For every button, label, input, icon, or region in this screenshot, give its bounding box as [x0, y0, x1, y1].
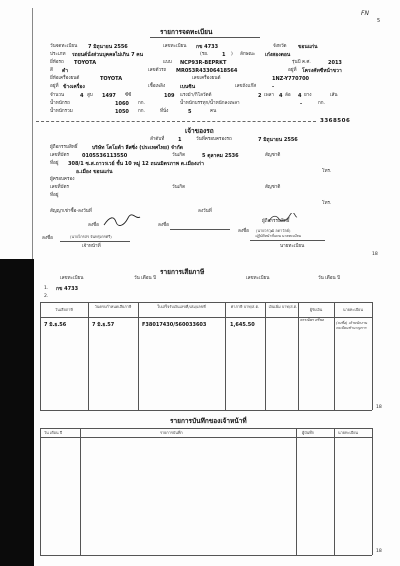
registrar-name: (นายวรวุฒิ ลดาวัลย์)	[256, 228, 291, 233]
log-col-line	[80, 428, 81, 555]
value-wheel: 4	[279, 93, 283, 99]
log-header-recorder: ผู้บันทึก	[302, 430, 315, 435]
tax-col-line	[372, 302, 373, 410]
tax-label-plate: เลขทะเบียน	[60, 276, 84, 281]
label-sign-mid: ลงชื่อ	[158, 223, 169, 228]
registration-title: รายการจดทะเบียน	[160, 28, 213, 36]
label-owner-date: วันที่ครอบครองรถ	[196, 137, 232, 142]
value-model: NCP93R-BEPRKT	[180, 60, 227, 66]
label-birth-2: วันเกิด	[172, 185, 186, 190]
value-address-2: อ.เมือง ขอนแก่น	[76, 169, 113, 175]
unit-seats: คน	[210, 109, 217, 114]
label-wheel: ล้อ	[285, 93, 291, 98]
tax-table-top	[40, 302, 372, 303]
label-color: สี	[50, 68, 53, 73]
label-model: แบบ	[163, 60, 172, 65]
value-engine-loc: ข้างเครื่อง	[63, 84, 85, 90]
value-total-weight: 1050	[115, 109, 129, 115]
log-header-registrar: นายทะเบียน	[338, 430, 359, 435]
label-seats: ที่นั่ง	[160, 109, 169, 114]
label-order: ลำดับที่	[150, 137, 165, 142]
label-hire-date: ลงวันที่	[198, 209, 212, 214]
unit-load: กก.	[318, 101, 326, 106]
value-cc: 1497	[102, 93, 116, 99]
tax-col-line	[225, 302, 226, 410]
value-birth: 5 ตุลาคม 2536	[202, 153, 239, 159]
label-chassis-loc: อยู่ที่	[288, 68, 297, 73]
tax-header-receiver: ผู้รับเงิน	[309, 307, 323, 312]
label-axle: เพลา	[264, 93, 274, 98]
tax-col-line	[88, 302, 89, 410]
tax-col-line	[40, 302, 41, 410]
unit-weight: กก.	[138, 101, 146, 106]
tax-title: รายการเสียภาษี	[160, 268, 205, 276]
tax-entry-plate: กข 4733	[56, 286, 79, 292]
tax-col-line	[138, 302, 139, 410]
value-axle: 2	[258, 93, 262, 99]
owner-page-number: 18	[372, 252, 378, 257]
label-chassis: เลขตัวรถ	[148, 68, 167, 73]
label-id: เลขที่บัตร	[50, 153, 69, 158]
tax-receipt-no: F38017430/560033603	[142, 322, 207, 328]
label-gas: เลขถังแก๊ส	[235, 84, 257, 89]
label-engine-brand: ยี่ห้อเครื่องยนต์	[50, 76, 80, 81]
sign-left-line	[60, 241, 130, 242]
label-address-2: ที่อยู่	[50, 193, 59, 198]
label-engine-no: เลขเครื่องยนต์	[192, 76, 221, 81]
value-cylinders: 4	[80, 93, 84, 99]
log-page-number: 18	[376, 549, 382, 554]
value-load: -	[300, 101, 303, 107]
value-rsp: 1	[222, 52, 226, 58]
log-table-header-bottom	[40, 437, 372, 438]
label-tire: ยาง	[304, 93, 312, 98]
label-registrar: นายทะเบียน	[280, 244, 305, 249]
tax-header-amount: ค่าภาษี บาท/ส.ต.	[230, 304, 260, 309]
value-engine-no: 1NZ-Y770700	[272, 76, 310, 82]
value-type: รถยนต์นั่งส่วนบุคคลไม่เกิน 7 คน	[72, 52, 144, 58]
label-nationality: สัญชาติ	[265, 153, 281, 158]
label-province: จังหวัด	[273, 44, 287, 49]
value-brand: TOYOTA	[74, 60, 97, 66]
value-rights-holder: บริษัท โตโยต้า ลีสซิ่ง (ประเทศไทย) จำกัด	[92, 145, 184, 151]
label-possessor: ผู้ครอบครอง	[50, 177, 75, 182]
tax-entry-num: 1.	[44, 286, 49, 291]
label-weight: น้ำหนักรถ	[50, 101, 70, 106]
label-total-weight: น้ำหนักรวม	[50, 109, 73, 114]
tax-col-line	[334, 302, 335, 410]
tax-amount: 1,645.50	[230, 322, 255, 328]
tax-header-paid-date: วันเสียภาษี	[55, 307, 73, 312]
value-weight: 1060	[115, 101, 129, 107]
log-table-bottom	[40, 555, 372, 556]
officer-log-title: รายการบันทึกของเจ้าหน้าที่	[170, 417, 247, 425]
log-col-line	[334, 428, 335, 555]
value-gas: -	[272, 84, 275, 90]
label-sign-left-2: ลงชื่อ	[42, 236, 53, 241]
tax-label-plate-2: เลขทะเบียน	[246, 276, 270, 281]
label-sign-left: ลงชื่อ	[88, 223, 99, 228]
value-style: เก๋งสองตอน	[265, 52, 291, 58]
label-hp: แรงม้า/กิโลวัตต์	[180, 93, 212, 98]
corner-number: 5	[377, 18, 381, 24]
label-officer: เจ้าหน้าที่	[82, 244, 101, 249]
tax-header-extra: เงินเพิ่ม บาท/ส.ต.	[268, 304, 298, 309]
tax-header-registrar: นายทะเบียน	[342, 307, 364, 312]
tax-table-bottom	[40, 410, 372, 411]
label-rights-holder: ผู้ถือกรรมสิทธิ์	[50, 145, 78, 150]
tax-due-date: 7 มิ.ย.57	[92, 322, 115, 328]
label-address: ที่อยู่	[50, 161, 59, 166]
label-cc: ซีซี	[125, 93, 132, 98]
tax-label-date-2: วัน เดือน ปี	[318, 276, 341, 281]
value-engine-brand: TOYOTA	[100, 76, 123, 82]
registrar-signature	[268, 213, 298, 223]
label-tel: โทร.	[322, 169, 332, 174]
tax-entry-num: 2.	[44, 294, 49, 299]
section-separator	[36, 121, 316, 122]
corner-mark: FN	[361, 10, 369, 17]
log-col-line	[372, 428, 373, 555]
value-id: 0105536113550	[82, 153, 128, 159]
tax-col-line	[265, 302, 266, 410]
label-count: จำนวน	[50, 93, 65, 98]
value-reg-date: 7 มิถุนายน 2556	[88, 44, 128, 50]
label-style: ลักษณะ	[240, 52, 256, 57]
title-underline	[150, 37, 260, 38]
tax-receiver: พรรณิพร ศรีพล	[300, 318, 324, 322]
label-load: น้ำหนักบรรทุก/น้ำหนักลงเพลา	[180, 101, 240, 106]
tax-header-due-date: วันครบกำหนดเสียภาษี	[94, 304, 132, 309]
value-owner-date: 7 มิถุนายน 2556	[258, 137, 298, 143]
value-order: 1	[178, 137, 182, 143]
tax-page-number: 18	[376, 405, 382, 410]
log-table-top	[40, 428, 372, 429]
label-reg-date: วันจดทะเบียน	[50, 44, 78, 49]
value-seats: 5	[188, 109, 192, 115]
label-rsp: (รย.	[200, 52, 209, 57]
label-rsp-close: )	[231, 52, 233, 57]
tax-label-date: วัน เดือน ปี	[134, 276, 157, 281]
value-province: ขอนแก่น	[298, 44, 318, 50]
label-tel-2: โทร.	[322, 201, 332, 206]
value-model-year: 2013	[328, 60, 342, 66]
log-col-line	[296, 428, 297, 555]
officer-signature	[102, 214, 142, 228]
sign-right-line	[250, 240, 325, 241]
value-plate: กข 4733	[196, 44, 219, 50]
label-fuel: เชื้อเพลิง	[148, 84, 166, 89]
unit-total-weight: กก.	[138, 109, 146, 114]
label-nationality-2: สัญชาติ	[265, 185, 281, 190]
value-hp: 109	[164, 93, 175, 99]
label-type: ประเภท	[50, 52, 66, 57]
officer-name: (นายไกรสร จันทรุ่งกรศรี)	[70, 234, 112, 239]
registrar-position: ปฏิบัติหน้าที่แทน นายทะเบียน	[255, 234, 301, 238]
label-sign-rights: ผู้ถือกรรมสิทธิ์	[262, 219, 290, 224]
label-birth: วันเกิด	[172, 153, 186, 158]
label-engine-loc: อยู่ที่	[50, 84, 59, 89]
log-header-date: วัน เดือน ปี	[44, 430, 63, 435]
label-brand: ยี่ห้อรถ	[50, 60, 64, 65]
tax-col-line	[298, 302, 299, 410]
label-sign-right: ลงชื่อ	[238, 229, 249, 234]
value-chassis: MR053R43306418564	[176, 68, 238, 74]
label-cylinders: สูบ	[87, 93, 93, 98]
value-chassis-loc: โครงคัทซีหน้าขวา	[302, 68, 342, 74]
value-fuel: เบนซิน	[180, 84, 196, 90]
label-model-year: รุ่นปี ค.ศ.	[292, 60, 311, 65]
owner-title: เจ้าของรถ	[185, 127, 214, 135]
log-header-entry: รายการบันทึก	[160, 430, 183, 435]
log-col-line	[40, 428, 41, 555]
document-serial: 3368506	[320, 118, 351, 124]
label-tire-end: เส้น	[330, 93, 338, 98]
label-hire-purchase: สัญญาเช่าซื้อ-ลงวันที่	[50, 209, 92, 214]
tax-registrar-stamp: (ลงชื่อ) เจ้าพนักงานทะเบียนชำนาญการ	[336, 321, 368, 330]
scan-edge-shadow	[0, 259, 34, 566]
label-id-2: เลขที่บัตร	[50, 185, 69, 190]
value-color: ดำ	[62, 68, 69, 74]
value-address: 308/1 ซ.ส.ถาวรเวย์ ชั้น 10 หมู่ 12 ถนนมิตรภาพ ต.เมืองเก่า	[68, 161, 204, 167]
tax-paid-date: 7 มิ.ย.56	[44, 322, 67, 328]
value-tire: 4	[298, 93, 302, 99]
tax-header-receipt: ใบเสร็จรับเงินเลขที่/เล่ม/เลขที่	[157, 304, 206, 309]
sign-mid-line	[170, 229, 230, 230]
label-plate: เลขทะเบียน	[163, 44, 187, 49]
